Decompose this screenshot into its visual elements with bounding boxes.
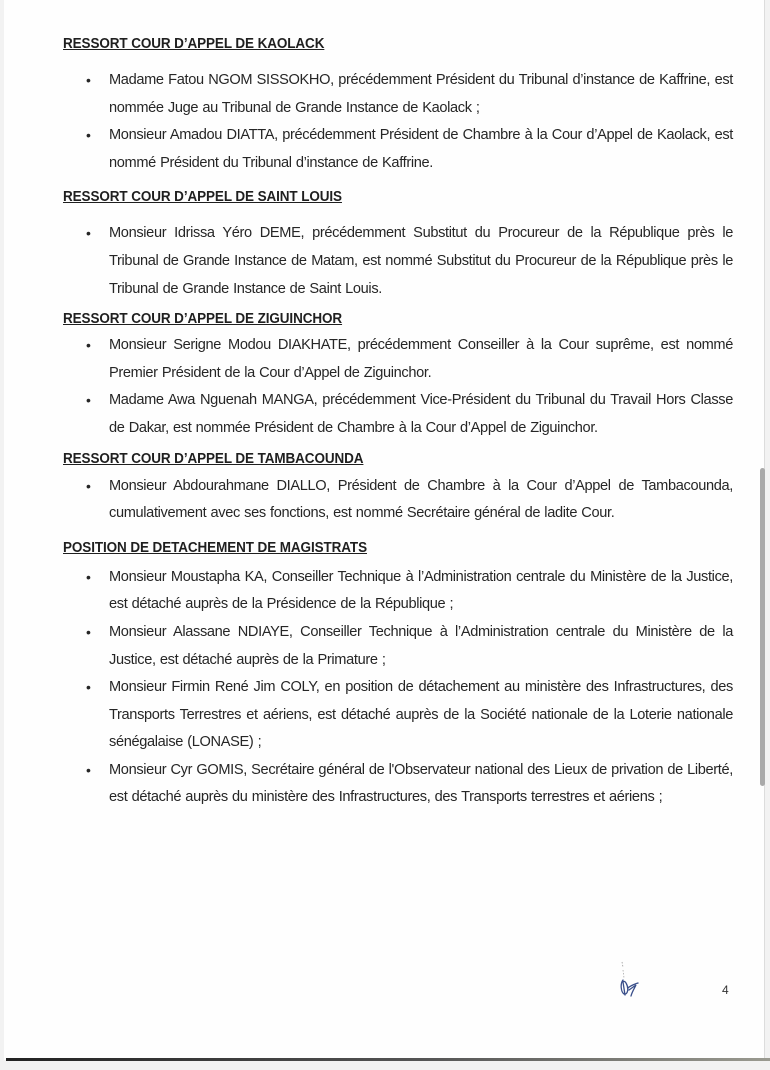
- list-item: • Monsieur Amadou DIATTA, précédemment Président de Chambre à la Cour d’Appel de Kaolack, est nommé Président du Tribunal d’instance de Kaffrine.: [63, 122, 733, 177]
- section-heading: POSITION DE DETACHEMENT DE MAGISTRATS: [63, 539, 367, 556]
- section-heading: RESSORT COUR D’APPEL DE SAINT LOUIS: [63, 189, 342, 206]
- document-content: [63, 36, 733, 812]
- section-ziguinchor: [63, 311, 733, 442]
- section-saint-louis: [63, 189, 733, 303]
- section-kaolack: [63, 36, 733, 177]
- bullet-icon: •: [86, 392, 91, 409]
- signature-initials-icon: [616, 958, 646, 998]
- list-item: • Monsieur Abdourahmane DIALLO, Président de Chambre à la Cour d’Appel de Tambacounda, cumulativement avec ses fonctions, est nommé Secrétaire général de ladite Cour.: [63, 473, 733, 528]
- appointment-list: [63, 473, 733, 528]
- document-page: [4, 0, 765, 1060]
- list-item: • Monsieur Cyr GOMIS, Secrétaire général de l'Observateur national des Lieux de privation de Liberté, est détaché auprès du ministère des Infrastructures, des Transports terrestres et aériens ;: [63, 757, 733, 812]
- bullet-icon: •: [86, 623, 91, 640]
- list-item: • Monsieur Serigne Modou DIAKHATE, précédemment Conseiller à la Cour suprême, est nommé Premier Président de la Cour d’Appel de Ziguinchor.: [63, 332, 733, 387]
- bullet-icon: •: [86, 477, 91, 494]
- section-detachement: [63, 540, 733, 812]
- section-heading: RESSORT COUR D’APPEL DE ZIGUINCHOR: [63, 311, 343, 328]
- bullet-icon: •: [86, 72, 91, 88]
- list-item: • Monsieur Alassane NDIAYE, Conseiller Technique à l’Administration centrale du Ministère de la Justice, est détaché auprès de la Primature ;: [63, 619, 733, 674]
- vertical-scrollbar[interactable]: [760, 468, 765, 786]
- section-heading: RESSORT COUR D’APPEL DE TAMBACOUNDA: [63, 450, 364, 467]
- list-item: • Monsieur Moustapha KA, Conseiller Technique à l’Administration centrale du Ministère de la Justice, est détaché auprès de la Présidence de la République ;: [63, 564, 733, 619]
- bullet-icon: •: [86, 337, 91, 354]
- appointment-list: [63, 67, 733, 177]
- section-tambacounda: [63, 451, 733, 528]
- list-item: • Madame Fatou NGOM SISSOKHO, précédemment Président du Tribunal d’instance de Kaffrine, est nommée Juge au Tribunal de Grande Instance de Kaolack ;: [63, 67, 733, 122]
- list-item: • Madame Awa Nguenah MANGA, précédemment Vice-Président du Tribunal du Travail Hors Classe de Dakar, est nommée Président de Chambre à la Cour d’Appel de Ziguinchor.: [63, 387, 733, 442]
- bullet-icon: •: [86, 127, 91, 144]
- bullet-icon: •: [86, 679, 91, 696]
- appointment-list: [63, 564, 733, 812]
- page-bottom-edge: [6, 1058, 770, 1061]
- appointment-list: [63, 220, 733, 303]
- list-item: • Monsieur Firmin René Jim COLY, en position de détachement au ministère des Infrastructures, des Transports Terrestres et aériens, est détaché auprès de la Société nationale de la Loterie nationale sénégalaise (LONASE) ;: [63, 674, 733, 757]
- bullet-icon: •: [86, 568, 91, 585]
- list-item: • Monsieur Idrissa Yéro DEME, précédemment Substitut du Procureur de la République près le Tribunal de Grande Instance de Matam, est nommé Substitut du Procureur de la République près le Tribunal de Grande Instance de Saint Louis.: [63, 220, 733, 303]
- section-heading: RESSORT COUR D’APPEL DE KAOLACK: [63, 36, 325, 52]
- page-number: 4: [722, 983, 729, 997]
- appointment-list: [63, 332, 733, 442]
- bullet-icon: •: [86, 225, 91, 242]
- bullet-icon: •: [86, 761, 91, 778]
